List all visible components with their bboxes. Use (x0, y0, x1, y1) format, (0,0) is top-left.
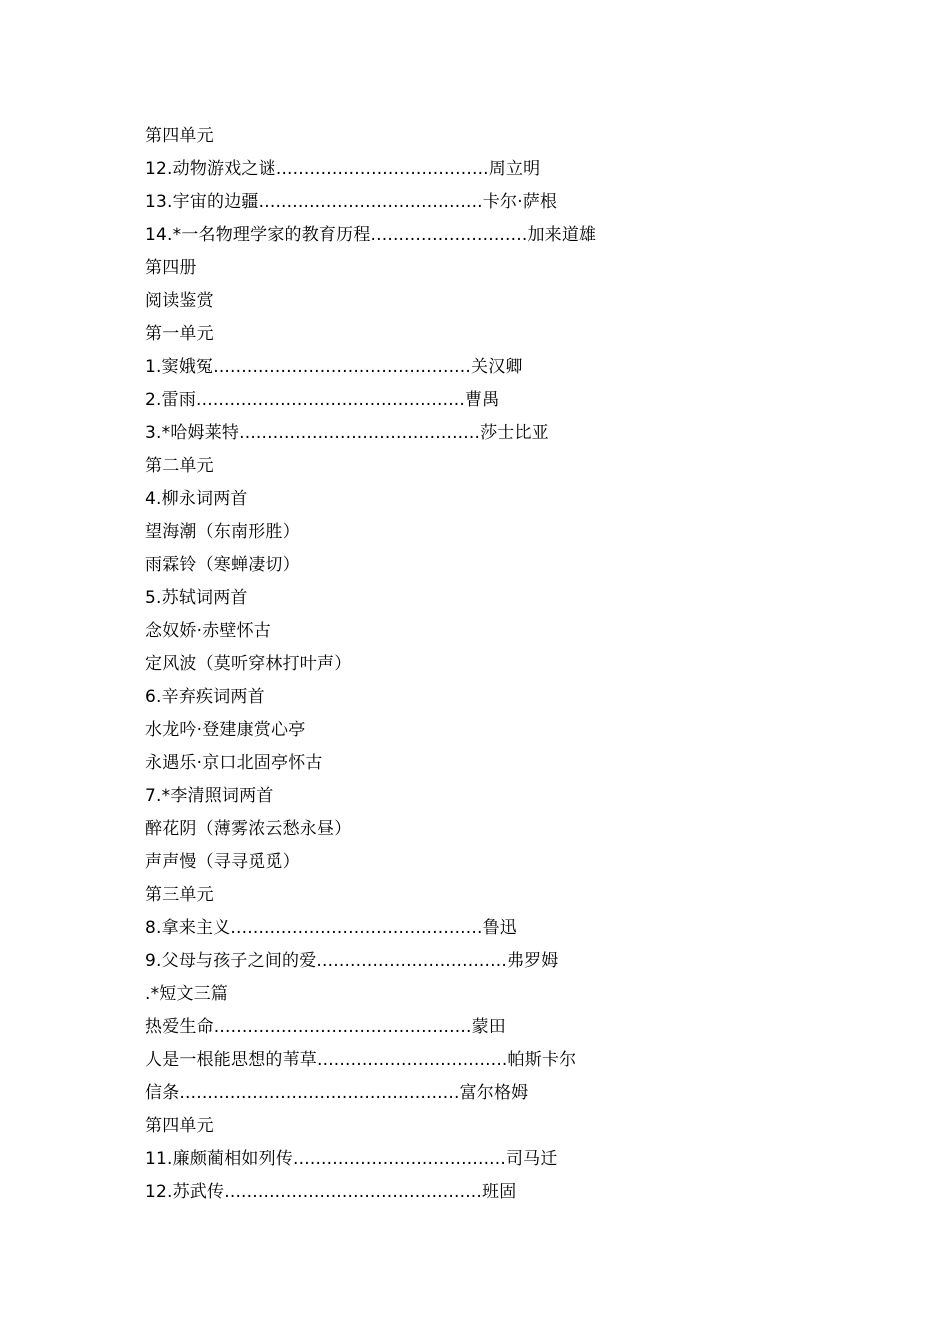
toc-subentry: 热爱生命..............................................蒙田 (145, 1017, 506, 1037)
toc-entry: 8.拿来主义.............................................鲁迅 (145, 918, 517, 938)
unit-heading: 第四单元 (145, 1116, 214, 1136)
table-of-contents (145, 120, 845, 1209)
toc-entry: 5.苏轼词两首 (145, 588, 248, 608)
toc-subentry: 望海潮（东南形胜） (145, 522, 300, 542)
toc-subentry: 念奴娇·赤壁怀古 (145, 621, 272, 641)
unit-heading: 第四单元 (145, 126, 214, 146)
toc-entry: 3.*哈姆莱特...........................................莎士比亚 (145, 423, 549, 443)
unit-heading: 第二单元 (145, 456, 214, 476)
section-heading: 阅读鉴赏 (145, 291, 214, 311)
toc-entry: .*短文三篇 (145, 984, 229, 1004)
toc-subentry: 雨霖铃（寒蝉凄切） (145, 555, 300, 575)
unit-heading: 第三单元 (145, 885, 214, 905)
toc-entry: 6.辛弃疾词两首 (145, 687, 265, 707)
toc-entry: 7.*李清照词两首 (145, 786, 274, 806)
volume-heading: 第四册 (145, 258, 197, 278)
toc-entry: 13.宇宙的边疆........................................卡尔·萨根 (145, 192, 558, 212)
toc-subentry: 醉花阴（薄雾浓云愁永昼） (145, 819, 352, 839)
toc-entry: 11.廉颇蔺相如列传......................................司马迁 (145, 1149, 558, 1169)
toc-subentry: 永遇乐·京口北固亭怀古 (145, 753, 323, 773)
toc-subentry: 人是一根能思想的苇草..................................帕斯卡尔 (145, 1050, 577, 1070)
toc-entry: 1.窦娥冤..............................................关汉卿 (145, 357, 523, 377)
toc-subentry: 信条..................................................富尔格姆 (145, 1083, 529, 1103)
toc-entry: 9.父母与孩子之间的爱..................................弗罗姆 (145, 951, 559, 971)
toc-entry: 12.动物游戏之谜......................................周立明 (145, 159, 541, 179)
toc-entry: 14.*一名物理学家的教育历程............................加来道雄 (145, 225, 597, 245)
toc-subentry: 水龙吟·登建康赏心亭 (145, 720, 306, 740)
toc-entry: 12.苏武传..............................................班固 (145, 1182, 517, 1202)
toc-subentry: 声声慢（寻寻觅觅） (145, 852, 300, 872)
unit-heading: 第一单元 (145, 324, 214, 344)
toc-entry: 4.柳永词两首 (145, 489, 248, 509)
toc-subentry: 定风波（莫听穿林打叶声） (145, 654, 352, 674)
toc-entry: 2.雷雨................................................曹禺 (145, 390, 500, 410)
